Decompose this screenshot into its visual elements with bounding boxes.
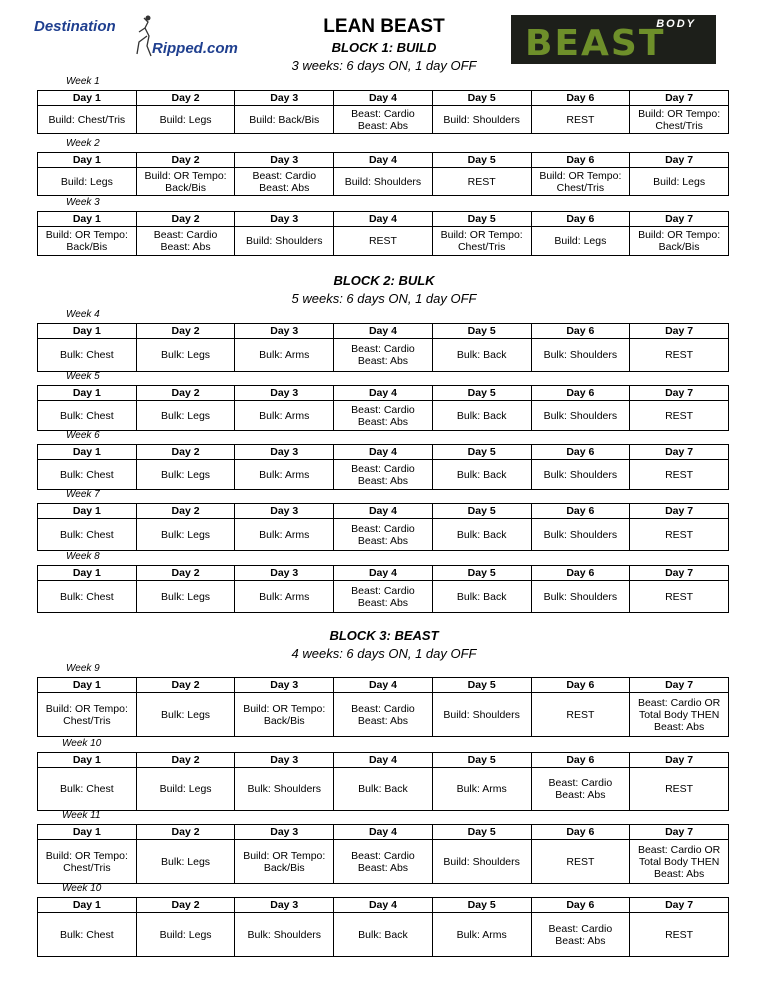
day-header: Day 7	[630, 386, 729, 401]
week-label: Week 1	[66, 76, 100, 87]
day-header: Day 4	[334, 504, 433, 519]
day-header: Day 5	[432, 566, 531, 581]
workout-cell: Beast: Cardio Beast: Abs	[531, 913, 630, 957]
workout-cell: REST	[432, 168, 531, 196]
table-row	[38, 840, 729, 884]
week-schedule-table	[37, 323, 729, 372]
workout-cell: Build: OR Tempo: Back/Bis	[38, 227, 137, 256]
week-schedule-table	[37, 824, 729, 884]
week-label: Week 8	[66, 551, 100, 562]
workout-cell: Build: Legs	[38, 168, 137, 196]
page-title: LEAN BEAST	[323, 16, 445, 37]
workout-cell: Build: Legs	[531, 227, 630, 256]
week-label: Week 9	[66, 663, 100, 674]
day-header: Day 3	[235, 566, 334, 581]
table-header-row	[38, 153, 729, 168]
day-header: Day 5	[432, 445, 531, 460]
workout-cell: Build: OR Tempo: Back/Bis	[235, 840, 334, 884]
day-header: Day 4	[334, 678, 433, 693]
day-header: Day 4	[334, 566, 433, 581]
day-header: Day 7	[630, 825, 729, 840]
day-header: Day 2	[136, 445, 235, 460]
workout-cell: Build: Shoulders	[432, 840, 531, 884]
day-header: Day 2	[136, 753, 235, 768]
table-row	[38, 227, 729, 256]
day-header: Day 2	[136, 678, 235, 693]
day-header: Day 1	[38, 91, 137, 106]
day-header: Day 4	[334, 753, 433, 768]
day-header: Day 4	[334, 153, 433, 168]
workout-cell: Build: OR Tempo: Chest/Tris	[432, 227, 531, 256]
day-header: Day 1	[38, 504, 137, 519]
day-header: Day 2	[136, 153, 235, 168]
block-title: BLOCK 1: BUILD	[331, 40, 437, 55]
logo-text-beast: BEAST	[525, 23, 666, 64]
week-schedule-table	[37, 565, 729, 613]
workout-cell: REST	[334, 227, 433, 256]
day-header: Day 5	[432, 324, 531, 339]
day-header: Day 4	[334, 386, 433, 401]
day-header: Day 5	[432, 825, 531, 840]
day-header: Day 1	[38, 678, 137, 693]
workout-cell: REST	[531, 840, 630, 884]
week-schedule-table	[37, 211, 729, 256]
block-title: BLOCK 3: BEAST	[329, 628, 439, 643]
day-header: Day 4	[334, 91, 433, 106]
day-header: Day 3	[235, 445, 334, 460]
day-header: Day 1	[38, 445, 137, 460]
workout-cell: Beast: Cardio Beast: Abs	[235, 168, 334, 196]
workout-cell: Bulk: Back	[432, 460, 531, 490]
day-header: Day 5	[432, 212, 531, 227]
day-header: Day 1	[38, 324, 137, 339]
workout-cell: Bulk: Arms	[432, 913, 531, 957]
day-header: Day 1	[38, 898, 137, 913]
logo-text-ripped: Ripped.com	[152, 40, 238, 57]
workout-cell: REST	[630, 768, 729, 811]
day-header: Day 3	[235, 324, 334, 339]
workout-cell: Bulk: Chest	[38, 339, 137, 372]
table-row	[38, 168, 729, 196]
day-header: Day 3	[235, 153, 334, 168]
week-label: Week 3	[66, 197, 100, 208]
table-row	[38, 401, 729, 431]
workout-cell: Build: Legs	[136, 106, 235, 134]
day-header: Day 1	[38, 566, 137, 581]
workout-cell: Beast: Cardio Beast: Abs	[136, 227, 235, 256]
workout-cell: REST	[630, 339, 729, 372]
week-schedule-table	[37, 444, 729, 490]
table-header-row	[38, 445, 729, 460]
day-header: Day 1	[38, 386, 137, 401]
week-schedule-table	[37, 385, 729, 431]
workout-cell: Build: OR Tempo: Chest/Tris	[630, 106, 729, 134]
workout-cell: Bulk: Shoulders	[531, 519, 630, 551]
workout-cell: REST	[630, 519, 729, 551]
workout-cell: Bulk: Arms	[235, 519, 334, 551]
day-header: Day 6	[531, 212, 630, 227]
day-header: Day 3	[235, 678, 334, 693]
day-header: Day 4	[334, 898, 433, 913]
day-header: Day 2	[136, 898, 235, 913]
workout-cell: Bulk: Shoulders	[531, 581, 630, 613]
table-header-row	[38, 386, 729, 401]
table-header-row	[38, 753, 729, 768]
day-header: Day 5	[432, 898, 531, 913]
week-label: Week 4	[66, 309, 100, 320]
workout-cell: Bulk: Arms	[235, 581, 334, 613]
day-header: Day 6	[531, 898, 630, 913]
workout-cell: Build: Shoulders	[235, 227, 334, 256]
day-header: Day 7	[630, 753, 729, 768]
workout-cell: Beast: Cardio Beast: Abs	[334, 401, 433, 431]
workout-cell: Bulk: Back	[432, 581, 531, 613]
workout-cell: Bulk: Shoulders	[531, 339, 630, 372]
workout-cell: Build: OR Tempo: Back/Bis	[136, 168, 235, 196]
workout-cell: Build: Legs	[136, 768, 235, 811]
day-header: Day 7	[630, 153, 729, 168]
workout-cell: Bulk: Legs	[136, 840, 235, 884]
day-header: Day 6	[531, 825, 630, 840]
day-header: Day 5	[432, 753, 531, 768]
day-header: Day 3	[235, 91, 334, 106]
day-header: Day 3	[235, 825, 334, 840]
day-header: Day 7	[630, 566, 729, 581]
week-label: Week 11	[62, 810, 101, 821]
workout-cell: Bulk: Shoulders	[531, 460, 630, 490]
workout-cell: Bulk: Chest	[38, 581, 137, 613]
workout-cell: Build: Back/Bis	[235, 106, 334, 134]
table-row	[38, 106, 729, 134]
day-header: Day 2	[136, 504, 235, 519]
workout-cell: Bulk: Shoulders	[531, 401, 630, 431]
workout-cell: Bulk: Arms	[235, 460, 334, 490]
day-header: Day 6	[531, 678, 630, 693]
workout-cell: Build: Legs	[136, 913, 235, 957]
workout-cell: Build: OR Tempo: Chest/Tris	[38, 840, 137, 884]
week-schedule-table	[37, 677, 729, 737]
day-header: Day 7	[630, 504, 729, 519]
day-header: Day 6	[531, 153, 630, 168]
workout-cell: REST	[630, 460, 729, 490]
week-label: Week 6	[66, 430, 100, 441]
day-header: Day 2	[136, 324, 235, 339]
week-label: Week 7	[66, 489, 100, 500]
table-row	[38, 519, 729, 551]
workout-cell: Beast: Cardio Beast: Abs	[334, 693, 433, 737]
week-schedule-table	[37, 503, 729, 551]
table-header-row	[38, 678, 729, 693]
day-header: Day 2	[136, 212, 235, 227]
table-row	[38, 460, 729, 490]
day-header: Day 5	[432, 91, 531, 106]
workout-cell: Bulk: Chest	[38, 519, 137, 551]
day-header: Day 6	[531, 504, 630, 519]
day-header: Day 6	[531, 753, 630, 768]
day-header: Day 3	[235, 212, 334, 227]
workout-cell: Build: OR Tempo: Chest/Tris	[38, 693, 137, 737]
workout-cell: Bulk: Legs	[136, 693, 235, 737]
workout-cell: Bulk: Legs	[136, 581, 235, 613]
workout-cell: Bulk: Back	[432, 339, 531, 372]
day-header: Day 4	[334, 445, 433, 460]
workout-cell: Bulk: Legs	[136, 460, 235, 490]
workout-cell: Bulk: Legs	[136, 339, 235, 372]
day-header: Day 3	[235, 898, 334, 913]
table-header-row	[38, 212, 729, 227]
table-header-row	[38, 324, 729, 339]
workout-cell: Beast: Cardio Beast: Abs	[334, 106, 433, 134]
workout-cell: Bulk: Arms	[432, 768, 531, 811]
week-schedule-table	[37, 152, 729, 196]
day-header: Day 6	[531, 91, 630, 106]
day-header: Day 5	[432, 153, 531, 168]
day-header: Day 4	[334, 324, 433, 339]
workout-cell: Bulk: Back	[334, 768, 433, 811]
week-schedule-table	[37, 897, 729, 957]
workout-cell: Bulk: Back	[432, 519, 531, 551]
day-header: Day 5	[432, 678, 531, 693]
table-header-row	[38, 504, 729, 519]
day-header: Day 6	[531, 566, 630, 581]
workout-cell: Beast: Cardio Beast: Abs	[334, 581, 433, 613]
week-schedule-table	[37, 90, 729, 134]
table-row	[38, 913, 729, 957]
day-header: Day 1	[38, 825, 137, 840]
day-header: Day 1	[38, 153, 137, 168]
day-header: Day 6	[531, 324, 630, 339]
day-header: Day 7	[630, 324, 729, 339]
workout-cell: Bulk: Shoulders	[235, 913, 334, 957]
workout-cell: REST	[630, 581, 729, 613]
workout-cell: Build: Shoulders	[432, 106, 531, 134]
table-row	[38, 339, 729, 372]
table-header-row	[38, 825, 729, 840]
day-header: Day 5	[432, 386, 531, 401]
workout-cell: Beast: Cardio Beast: Abs	[334, 840, 433, 884]
workout-cell: Bulk: Legs	[136, 401, 235, 431]
logo-text-destination: Destination	[34, 18, 116, 35]
week-label: Week 2	[66, 138, 100, 149]
block-subtitle: 4 weeks: 6 days ON, 1 day OFF	[291, 646, 477, 661]
day-header: Day 7	[630, 91, 729, 106]
week-label: Week 10	[62, 883, 102, 894]
day-header: Day 3	[235, 753, 334, 768]
table-header-row	[38, 566, 729, 581]
block-subtitle: 3 weeks: 6 days ON, 1 day OFF	[291, 58, 477, 73]
week-schedule-table	[37, 752, 729, 811]
day-header: Day 2	[136, 566, 235, 581]
day-header: Day 7	[630, 898, 729, 913]
workout-cell: REST	[531, 106, 630, 134]
workout-cell: Bulk: Shoulders	[235, 768, 334, 811]
workout-cell: Beast: Cardio OR Total Body THEN Beast: Abs	[630, 840, 729, 884]
logo-text-body: BODY	[656, 18, 696, 30]
workout-cell: Build: OR Tempo: Back/Bis	[235, 693, 334, 737]
day-header: Day 4	[334, 212, 433, 227]
table-row	[38, 768, 729, 811]
workout-cell: Beast: Cardio Beast: Abs	[531, 768, 630, 811]
workout-cell: Beast: Cardio Beast: Abs	[334, 519, 433, 551]
workout-cell: Build: Shoulders	[432, 693, 531, 737]
day-header: Day 2	[136, 825, 235, 840]
workout-cell: Bulk: Chest	[38, 460, 137, 490]
day-header: Day 5	[432, 504, 531, 519]
workout-cell: Bulk: Chest	[38, 913, 137, 957]
table-row	[38, 581, 729, 613]
table-header-row	[38, 898, 729, 913]
workout-cell: REST	[630, 913, 729, 957]
day-header: Day 7	[630, 678, 729, 693]
table-row	[38, 693, 729, 737]
workout-cell: Bulk: Arms	[235, 339, 334, 372]
day-header: Day 7	[630, 212, 729, 227]
block-title: BLOCK 2: BULK	[333, 273, 435, 288]
week-label: Week 5	[66, 371, 100, 382]
workout-cell: REST	[630, 401, 729, 431]
workout-cell: Bulk: Arms	[235, 401, 334, 431]
workout-cell: REST	[531, 693, 630, 737]
workout-cell: Build: Shoulders	[334, 168, 433, 196]
day-header: Day 2	[136, 91, 235, 106]
workout-cell: Build: OR Tempo: Back/Bis	[630, 227, 729, 256]
day-header: Day 6	[531, 445, 630, 460]
workout-cell: Bulk: Back	[334, 913, 433, 957]
workout-cell: Bulk: Chest	[38, 768, 137, 811]
day-header: Day 3	[235, 386, 334, 401]
day-header: Day 1	[38, 753, 137, 768]
block-subtitle: 5 weeks: 6 days ON, 1 day OFF	[291, 291, 477, 306]
workout-cell: Beast: Cardio OR Total Body THEN Beast: Abs	[630, 693, 729, 737]
workout-cell: Beast: Cardio Beast: Abs	[334, 460, 433, 490]
workout-cell: Bulk: Chest	[38, 401, 137, 431]
day-header: Day 4	[334, 825, 433, 840]
workout-cell: Build: Chest/Tris	[38, 106, 137, 134]
workout-cell: Bulk: Legs	[136, 519, 235, 551]
workout-cell: Beast: Cardio Beast: Abs	[334, 339, 433, 372]
day-header: Day 1	[38, 212, 137, 227]
workout-cell: Build: Legs	[630, 168, 729, 196]
day-header: Day 3	[235, 504, 334, 519]
table-header-row	[38, 91, 729, 106]
day-header: Day 7	[630, 445, 729, 460]
day-header: Day 2	[136, 386, 235, 401]
day-header: Day 6	[531, 386, 630, 401]
workout-cell: Build: OR Tempo: Chest/Tris	[531, 168, 630, 196]
workout-cell: Bulk: Back	[432, 401, 531, 431]
week-label: Week 10	[62, 738, 102, 749]
